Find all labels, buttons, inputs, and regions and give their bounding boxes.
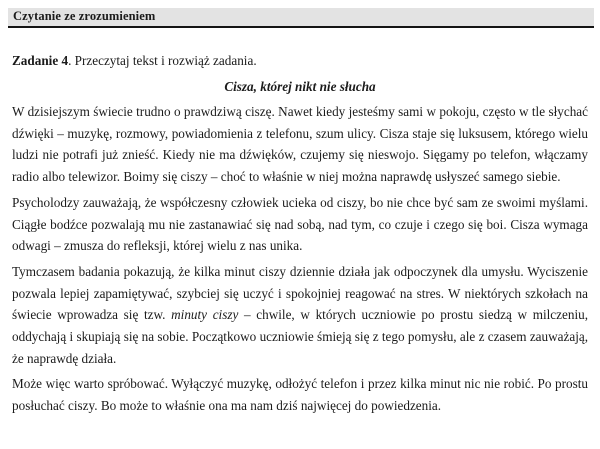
task-instruction: . Przeczytaj tekst i rozwiąż zadania. — [68, 53, 257, 68]
document-page — [0, 8, 600, 449]
paragraph-3-italic-term: minuty ciszy — [171, 307, 239, 323]
document-body — [0, 50, 600, 417]
paragraph-3 — [12, 261, 588, 370]
section-title: Czytanie ze zrozumieniem — [13, 9, 156, 23]
paragraph-1: W dzisiejszym świecie trudno o prawdziwą ciszę. Nawet kiedy jesteśmy sami w pokoju, często w tle słychać dźwięki – muzykę, rozmowy, powiadomienia z telefonu, szum ulicy. Cisza staje się luksusem, którego wielu ludzi nie potrafi już znieść. Kiedy nie ma dźwięków, czujemy się nieswojo. Sięgamy po telefon, włączamy radio albo telewizor. Boimy się ciszy – choć to właśnie w niej można naprawdę usłyszeć samego siebie. — [12, 104, 588, 185]
paragraph-3-text-cont: – chwile, w których uczniowie po prostu siedzą w milczeniu, oddychają i skupiają się na sobie. Początkowo uczniowie śmieją się z tego pomysłu, ale z czasem zauważają, że naprawdę działa. — [12, 307, 589, 366]
section-header — [8, 8, 594, 28]
paragraph-4: Może więc warto spróbować. Wyłączyć muzykę, odłożyć telefon i przez kilka minut nic nie robić. Po prostu posłuchać ciszy. Bo może to właśnie ona ma nam dziś najwięcej do powiedzenia. — [12, 376, 588, 414]
paragraph-2: Psycholodzy zauważają, że współczesny człowiek ucieka od ciszy, bo nie chce być sam ze swoimi myślami. Ciągłe bodźce pozwalają mu nie zastanawiać się nad sobą, nad tym, co czuje i czego się boi. Cisza wymaga odwagi – zmusza do refleksji, której wielu z nas unika. — [12, 194, 588, 254]
article-title: Cisza, której nikt nie słucha — [224, 79, 376, 94]
task-number: Zadanie 4 — [12, 53, 69, 68]
paragraph-3-text: Tymczasem badania pokazują, że kilka minut ciszy dziennie działa jak odpoczynek dla umysłu. Wyciszenie pozwala lepiej zapamiętywać, szybciej się uczyć i spokojniej reagować na stres. W niektórych szkołach na świecie wprowadza się tzw. — [12, 263, 588, 323]
task-line — [12, 50, 588, 71]
